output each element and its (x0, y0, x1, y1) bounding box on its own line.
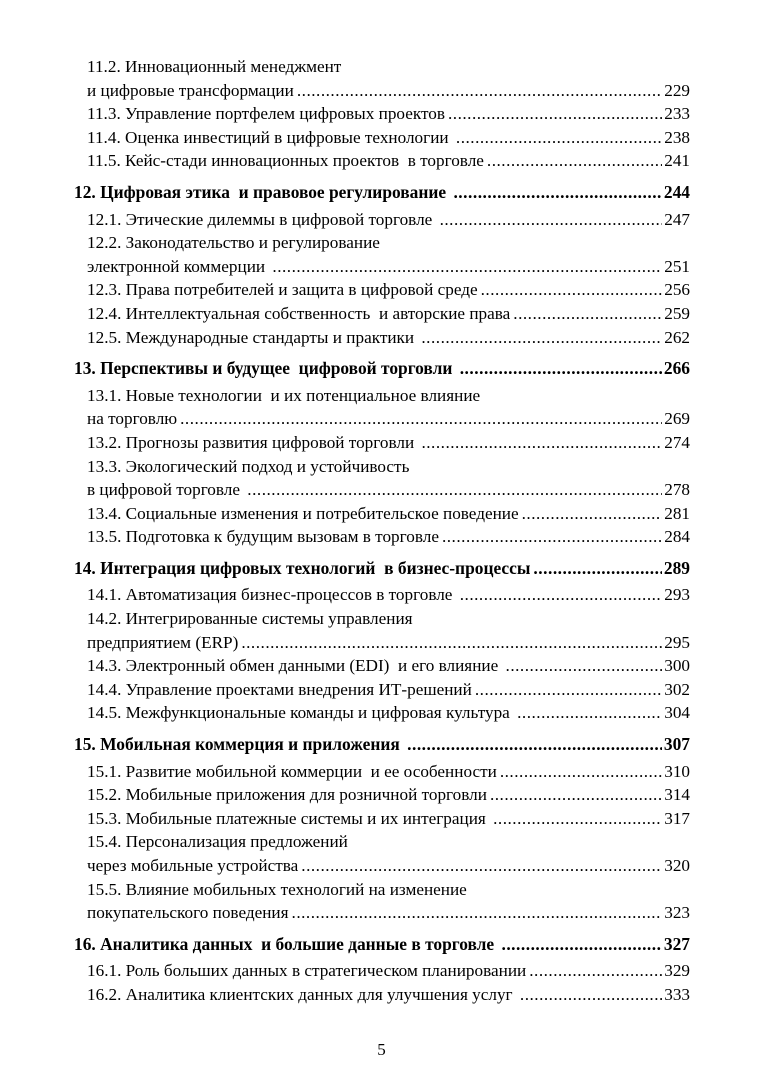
toc-entry-title: 13.5. Подготовка к будущим вызовам в торговле (87, 527, 439, 547)
dot-leader (520, 983, 662, 1007)
toc-entry-title: 12.3. Права потребителей и защита в цифровой среде (87, 280, 478, 300)
toc-entry-title: 15. Мобильная коммерция и приложения (74, 734, 405, 755)
toc-chapter-entry[interactable] (74, 181, 690, 205)
toc-entry-title-line: 13.1. Новые технологии и их потенциальное влияние (87, 385, 481, 405)
toc-section-entry[interactable] (74, 760, 690, 784)
toc-chapter-entry[interactable] (74, 557, 690, 581)
toc-page-number: 333 (664, 984, 690, 1004)
toc-page-number: 304 (664, 703, 690, 723)
toc-entry-title-line: 12.2. Законодательство и регулирование (87, 233, 380, 253)
toc-section-entry[interactable] (74, 278, 690, 302)
toc-section-entry[interactable] (74, 102, 690, 126)
dot-leader (493, 807, 662, 831)
dot-leader (456, 126, 662, 150)
toc-chapter-entry[interactable] (74, 357, 690, 381)
dot-leader (440, 208, 663, 232)
toc-entry-title: 11.5. Кейс-стади инновационных проектов в торговле (87, 151, 484, 171)
toc-page-number: 293 (664, 585, 690, 605)
toc-entry-title-line: 14.2. Интегрированные системы управления (87, 609, 413, 629)
dot-leader (453, 181, 661, 205)
toc-entry-title-line: 15.5. Влияние мобильных технологий на изменение (87, 879, 467, 899)
toc-page-number: 284 (664, 527, 690, 547)
toc-entry-title: на торговлю (87, 409, 178, 429)
dot-leader (272, 255, 662, 279)
dot-leader (421, 431, 662, 455)
toc-section-entry[interactable] (74, 455, 690, 502)
toc-section-entry[interactable] (74, 983, 690, 1007)
toc-page-number: 233 (664, 104, 690, 124)
toc-entry-title: 12.4. Интеллектуальная собственность и авторские права (87, 303, 511, 323)
dot-leader (501, 933, 661, 957)
toc-entry-title: электронной коммерции (87, 256, 270, 276)
dot-leader (297, 79, 662, 103)
toc-page-number: 307 (663, 734, 690, 755)
toc-section-entry[interactable] (74, 654, 690, 678)
toc-page-number: 289 (663, 557, 690, 578)
toc-section-entry[interactable] (74, 678, 690, 702)
toc-section-entry[interactable] (74, 701, 690, 725)
toc-page-number: 241 (664, 151, 690, 171)
dot-leader (490, 783, 662, 807)
toc-page-number: 323 (664, 903, 690, 923)
dot-leader (180, 407, 662, 431)
toc-entry-title: покупательского поведения (87, 903, 289, 923)
toc-page-number: 310 (664, 761, 690, 781)
toc-entry-title-line: 11.2. Инновационный менеджмент (87, 57, 342, 76)
toc-page-number: 256 (664, 280, 690, 300)
toc-entry-title: 16.1. Роль больших данных в стратегическом планировании (87, 961, 527, 981)
toc-entry-title: 15.1. Развитие мобильной коммерции и ее особенности (87, 761, 497, 781)
toc-page-number: 229 (664, 80, 690, 100)
toc-entry-title: 13.4. Социальные изменения и потребительское поведение (87, 503, 519, 523)
toc-section-entry[interactable] (74, 149, 690, 173)
toc-section-entry[interactable] (74, 830, 690, 877)
toc-page-number: 244 (663, 181, 690, 202)
toc-entry-title: предприятием (ERP) (87, 632, 239, 652)
toc-entry-title: 15.2. Мобильные приложения для розничной торговли (87, 785, 487, 805)
dot-leader (475, 678, 662, 702)
toc-page-number: 329 (664, 961, 690, 981)
toc-page-number: 300 (664, 656, 690, 676)
toc-section-entry[interactable] (74, 583, 690, 607)
toc-section-entry[interactable] (74, 208, 690, 232)
dot-leader (522, 502, 663, 526)
toc-page-number: 269 (664, 409, 690, 429)
toc-section-entry[interactable] (74, 302, 690, 326)
toc-entry-title: 14.3. Электронный обмен данными (EDI) и его влияние (87, 656, 503, 676)
toc-page-number: 259 (664, 303, 690, 323)
toc-entry-title: 11.3. Управление портфелем цифровых проектов (87, 104, 445, 124)
toc-entry-title-line: 13.3. Экологический подход и устойчивость (87, 456, 410, 476)
toc-section-entry[interactable] (74, 431, 690, 455)
toc-page-number: 317 (664, 808, 690, 828)
toc-page-number: 314 (664, 785, 690, 805)
dot-leader (533, 557, 661, 581)
toc-section-entry[interactable] (74, 231, 690, 278)
table-of-contents (74, 55, 690, 1007)
dot-leader (448, 102, 662, 126)
toc-entry-title: 14. Интеграция цифровых технологий в бизнес-процессы (74, 557, 531, 578)
toc-page-number: 302 (664, 679, 690, 699)
toc-page-number: 238 (664, 127, 690, 147)
toc-page-number: 266 (663, 358, 690, 379)
toc-entry-title: 14.4. Управление проектами внедрения ИТ-решений (87, 679, 472, 699)
toc-entry-title-line: 15.4. Персонализация предложений (87, 832, 348, 852)
dot-leader (481, 278, 663, 302)
toc-entry-title: и цифровые трансформации (87, 80, 294, 100)
dot-leader (460, 357, 662, 381)
toc-page-number: 327 (663, 933, 690, 954)
page-number: 5 (377, 1040, 386, 1059)
toc-entry-title: 13.2. Прогнозы развития цифровой торговли (87, 432, 419, 452)
toc-entry-title: через мобильные устройства (87, 856, 299, 875)
dot-leader (421, 326, 662, 350)
toc-section-entry[interactable] (74, 326, 690, 350)
toc-page-number: 251 (664, 256, 690, 276)
dot-leader (407, 733, 662, 757)
dot-leader (517, 701, 662, 725)
dot-leader (442, 525, 662, 549)
toc-section-entry[interactable] (74, 525, 690, 549)
toc-page-number: 274 (664, 432, 690, 452)
dot-leader (500, 760, 662, 784)
dot-leader (513, 302, 662, 326)
toc-section-entry[interactable] (74, 384, 690, 431)
toc-entry-title: 16. Аналитика данных и большие данные в торговле (74, 933, 499, 954)
toc-page-number: 281 (664, 503, 690, 523)
toc-section-entry[interactable] (74, 55, 690, 102)
dot-leader (292, 901, 663, 925)
dot-leader (506, 654, 663, 678)
toc-section-entry[interactable] (74, 878, 690, 925)
toc-chapter-entry[interactable] (74, 733, 690, 757)
toc-entry-title: 13. Перспективы и будущее цифровой торговли (74, 358, 457, 379)
toc-section-entry[interactable] (74, 807, 690, 831)
toc-entry-title: 12.1. Этические дилеммы в цифровой торговле (87, 209, 437, 229)
toc-entry-title: в цифровой торговле (87, 480, 245, 500)
dot-leader (460, 583, 662, 607)
dot-leader (241, 631, 662, 655)
toc-page-number: 247 (664, 209, 690, 229)
dot-leader (487, 149, 662, 173)
toc-entry-title: 14.5. Межфункциональные команды и цифровая культура (87, 703, 515, 723)
toc-page-number: 262 (664, 327, 690, 347)
toc-section-entry[interactable] (74, 959, 690, 983)
toc-page-number: 295 (664, 632, 690, 652)
toc-entry-title: 16.2. Аналитика клиентских данных для улучшения услуг (87, 984, 517, 1004)
toc-section-entry[interactable] (74, 502, 690, 526)
toc-entry-title: 11.4. Оценка инвестиций в цифровые технологии (87, 127, 453, 147)
toc-entry-title: 12.5. Международные стандарты и практики (87, 327, 419, 347)
toc-section-entry[interactable] (74, 607, 690, 654)
toc-entry-title: 15.3. Мобильные платежные системы и их интеграция (87, 808, 491, 828)
dot-leader (301, 854, 662, 878)
toc-page-number: 320 (664, 856, 690, 875)
dot-leader (529, 959, 662, 983)
toc-page-number: 278 (664, 480, 690, 500)
toc-entry-title: 14.1. Автоматизация бизнес-процессов в торговле (87, 585, 457, 605)
dot-leader (247, 478, 662, 502)
toc-section-entry[interactable] (74, 783, 690, 807)
toc-entry-title: 12. Цифровая этика и правовое регулирование (74, 181, 451, 202)
toc-chapter-entry[interactable] (74, 933, 690, 957)
toc-section-entry[interactable] (74, 126, 690, 150)
